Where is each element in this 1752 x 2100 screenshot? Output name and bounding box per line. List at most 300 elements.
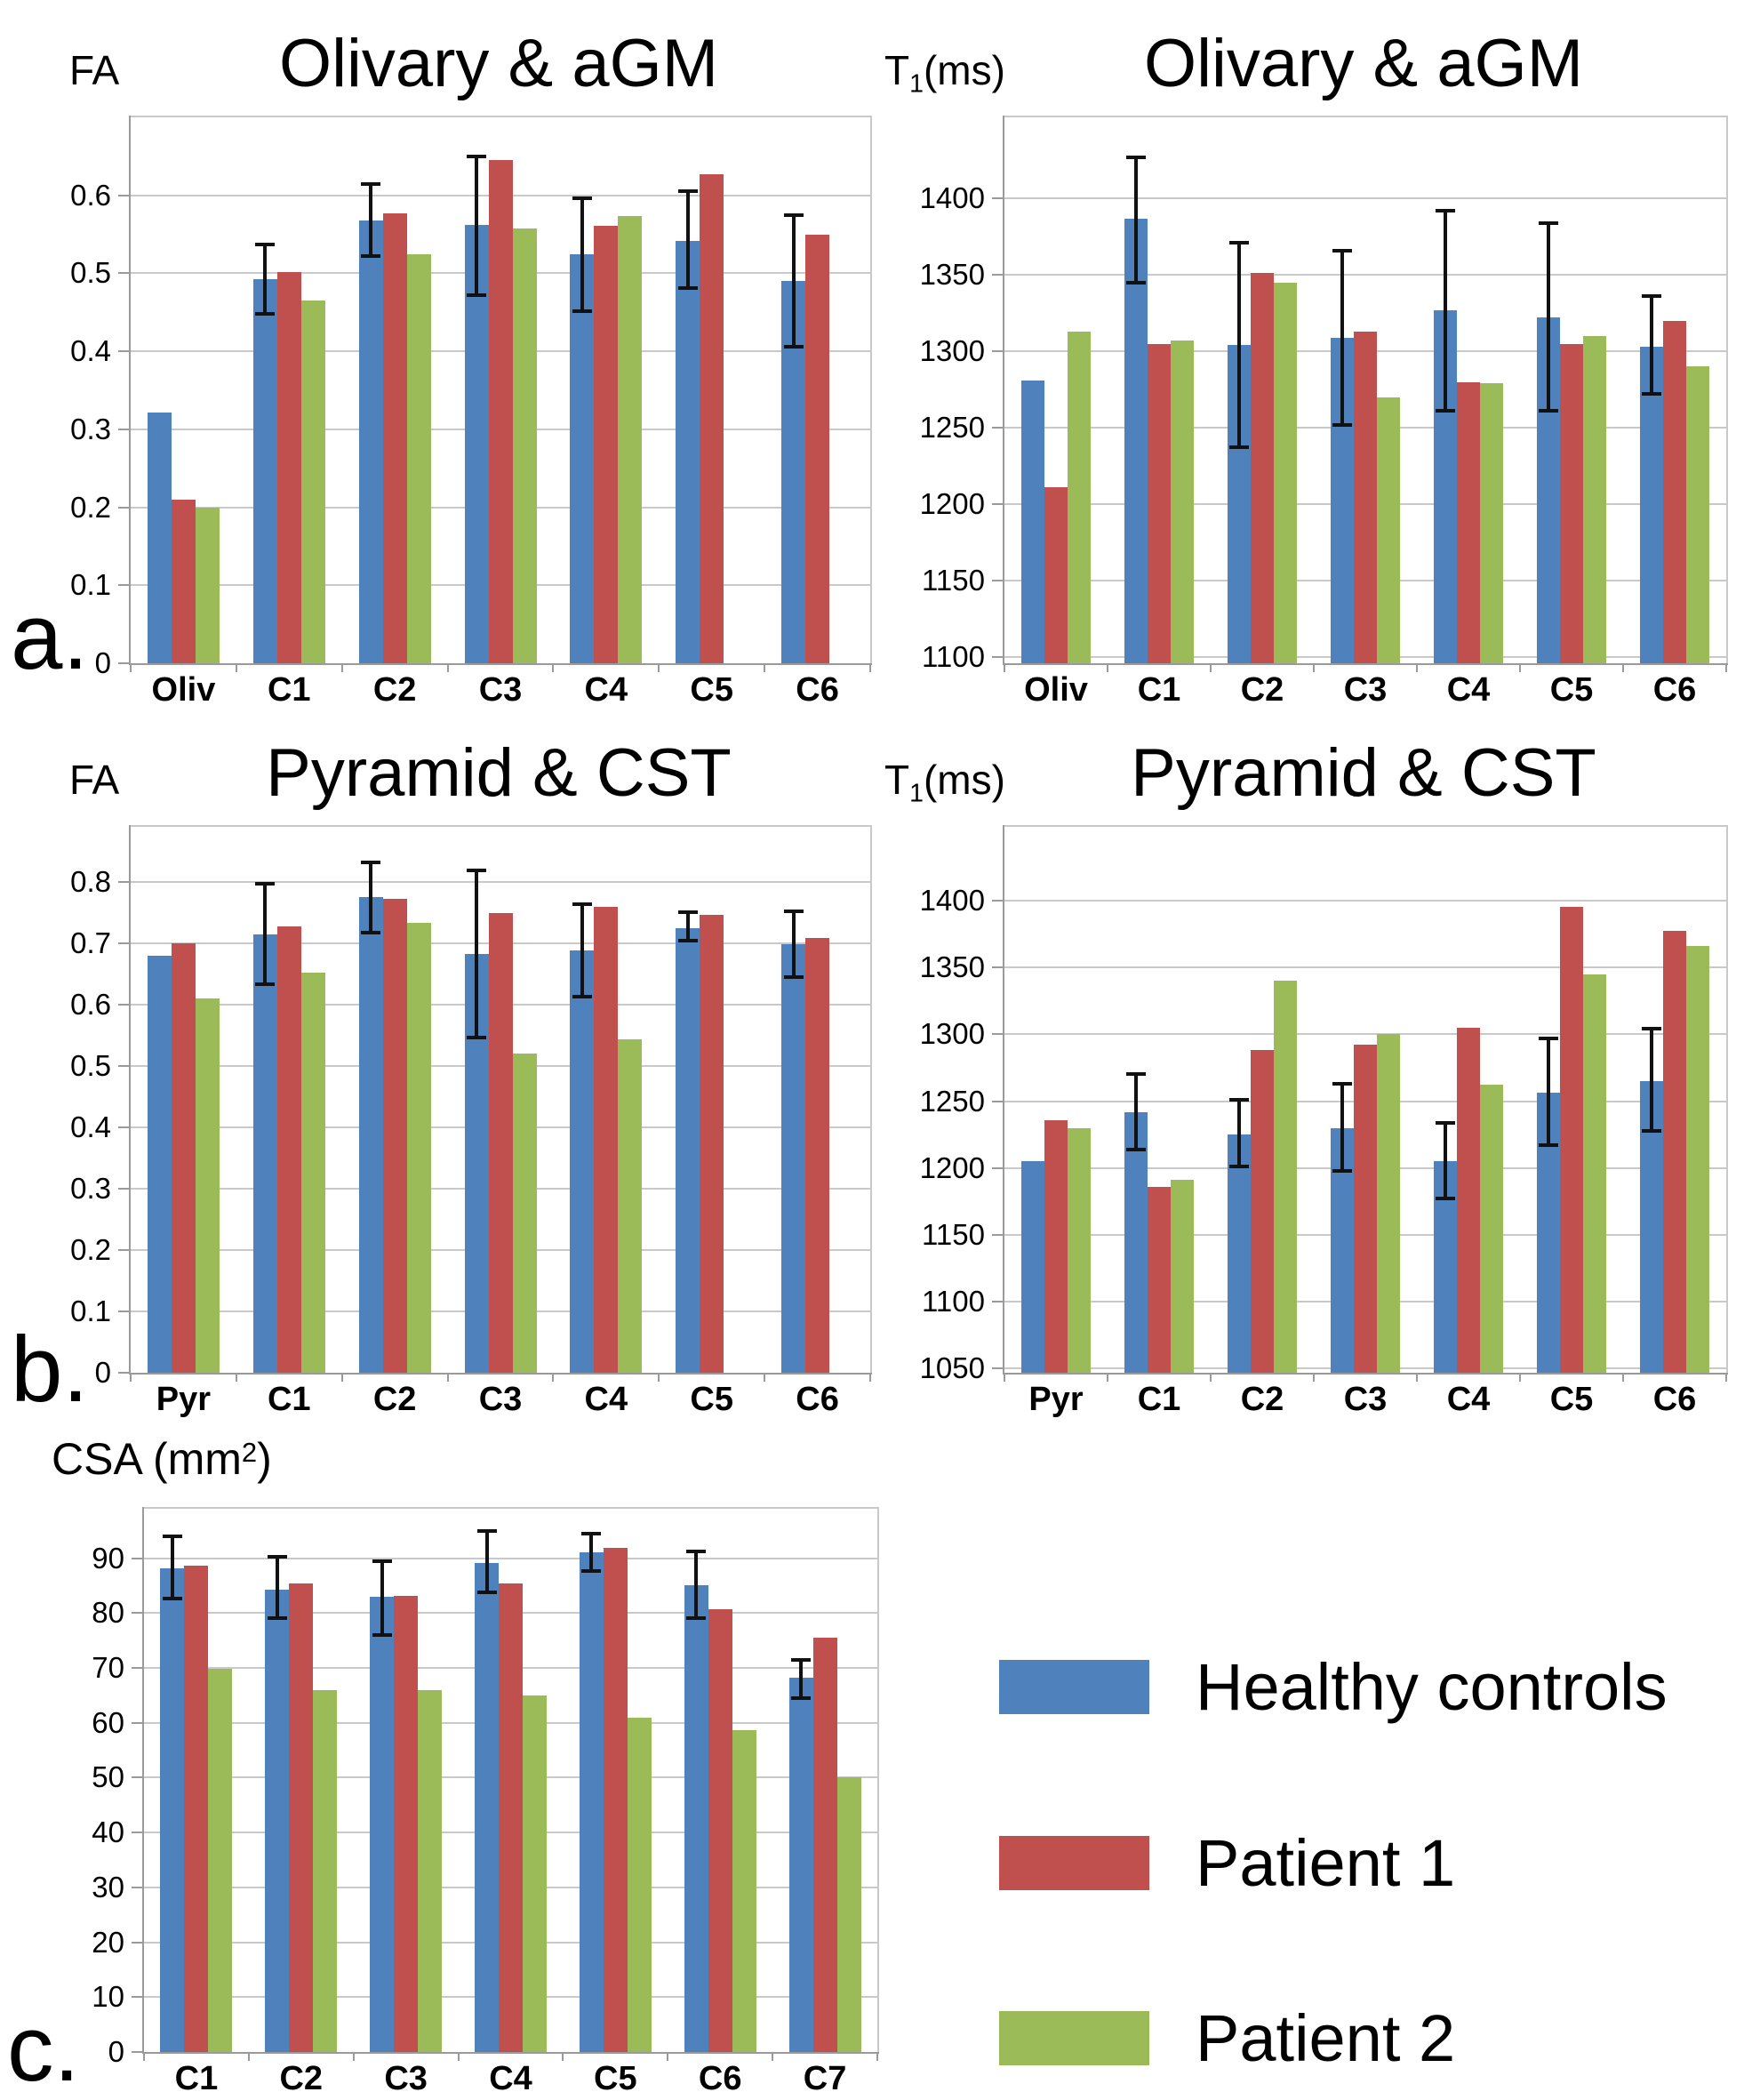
bar-healthy-controls-C1 bbox=[253, 279, 277, 663]
legend-swatch-healthy-controls bbox=[999, 1660, 1149, 1714]
y-tick-mark bbox=[992, 1367, 1003, 1369]
bar-patient-1-C6 bbox=[708, 1609, 732, 2052]
bar-patient-2-C1 bbox=[301, 301, 325, 663]
y-tick-mark bbox=[118, 195, 129, 196]
unit-text: FA bbox=[69, 757, 120, 803]
chart-title-fa-olivary: Olivary & aGM bbox=[278, 26, 719, 101]
unit-text-post: (ms) bbox=[923, 47, 1005, 93]
y-tick-mark bbox=[992, 900, 1003, 902]
y-tick-mark bbox=[118, 662, 129, 664]
y-axis-tick-label: 0.6 bbox=[70, 178, 111, 212]
y-tick-mark bbox=[992, 580, 1003, 581]
panel-label-c: c. bbox=[7, 1997, 80, 2100]
y-tick-mark bbox=[132, 1667, 142, 1669]
x-axis-category-label-C6: C6 bbox=[698, 2060, 742, 2097]
error-bar-cap-top-C2 bbox=[361, 861, 380, 864]
y-axis-tick-label: 0.4 bbox=[70, 334, 111, 368]
unit-text: T bbox=[884, 757, 910, 803]
x-axis-category-label-C2: C2 bbox=[279, 2060, 324, 2097]
gridline-1400 bbox=[1004, 197, 1726, 199]
y-axis-tick-label: 1300 bbox=[919, 1017, 985, 1051]
x-axis-category-label-C1: C1 bbox=[174, 2060, 219, 2097]
gridline-0.8 bbox=[131, 881, 870, 883]
bar-patient-2-C4 bbox=[1480, 383, 1503, 663]
gridline-90 bbox=[144, 1558, 877, 1559]
y-tick-mark bbox=[992, 1033, 1003, 1035]
y-unit-label-t1-olivary bbox=[884, 46, 1005, 100]
bar-healthy-controls-Pyr bbox=[148, 956, 172, 1373]
x-axis-category-label-C6: C6 bbox=[1652, 671, 1697, 709]
y-tick-mark bbox=[118, 429, 129, 430]
error-bar-cap-top-C1 bbox=[255, 882, 275, 886]
error-bar-cap-bottom-C6 bbox=[1642, 1129, 1661, 1133]
y-axis-tick-label: 1250 bbox=[919, 411, 985, 445]
y-axis-tick-label: 70 bbox=[92, 1650, 124, 1684]
y-axis-tick-label: 0 bbox=[94, 646, 111, 679]
y-tick-mark bbox=[992, 427, 1003, 429]
y-tick-mark bbox=[992, 1167, 1003, 1169]
error-bar-line-C6 bbox=[1650, 1029, 1653, 1130]
y-axis-tick-label: 0.8 bbox=[70, 865, 111, 899]
y-tick-mark bbox=[118, 1249, 129, 1251]
bar-patient-1-C1 bbox=[184, 1566, 208, 2052]
x-tick-mark bbox=[130, 663, 132, 672]
chart-title-t1-olivary: Olivary & aGM bbox=[1143, 26, 1584, 101]
y-tick-mark bbox=[992, 1101, 1003, 1102]
error-bar-cap-bottom-C2 bbox=[268, 1616, 287, 1620]
error-bar-cap-top-C3 bbox=[372, 1559, 392, 1563]
bar-patient-2-C3 bbox=[1377, 1034, 1400, 1373]
x-axis-category-label-C5: C5 bbox=[690, 671, 733, 709]
bar-patient-1-C4 bbox=[1457, 382, 1480, 663]
x-tick-mark bbox=[1725, 1373, 1727, 1382]
error-bar-cap-top-C6 bbox=[784, 910, 804, 913]
y-tick-mark bbox=[132, 1558, 142, 1559]
error-bar-cap-bottom-C1 bbox=[255, 312, 275, 316]
x-axis-category-label-C6: C6 bbox=[796, 671, 839, 709]
error-bar-cap-bottom-C3 bbox=[467, 293, 486, 297]
x-axis-category-label-C7: C7 bbox=[803, 2060, 847, 2097]
error-bar-cap-top-C6 bbox=[1642, 1027, 1661, 1030]
x-tick-mark bbox=[1725, 663, 1727, 672]
x-axis-category-label-C4: C4 bbox=[489, 2060, 532, 2097]
error-bar-line-C3 bbox=[475, 156, 478, 295]
unit-text: CSA (mm bbox=[52, 1434, 242, 1484]
bar-patient-1-C2 bbox=[289, 1583, 313, 2052]
y-tick-mark bbox=[992, 1234, 1003, 1236]
bar-patient-2-C3 bbox=[418, 1690, 442, 2052]
error-bar-cap-bottom-C2 bbox=[1229, 1165, 1249, 1168]
x-axis-category-label-C3: C3 bbox=[1343, 1381, 1388, 1418]
y-axis-tick-label: 1400 bbox=[919, 181, 985, 215]
x-tick-mark bbox=[658, 1373, 660, 1382]
error-bar-cap-top-C4 bbox=[572, 902, 592, 906]
x-tick-mark bbox=[1313, 1373, 1315, 1382]
bar-patient-1-C7 bbox=[813, 1638, 837, 2052]
panel-label-b: b. bbox=[11, 1318, 89, 1422]
legend-label-patient-1: Patient 1 bbox=[1196, 1825, 1456, 1900]
bar-patient-1-C4 bbox=[594, 907, 618, 1373]
y-axis-tick-label: 50 bbox=[92, 1760, 124, 1794]
x-tick-mark bbox=[353, 2052, 355, 2061]
bar-patient-1-C6 bbox=[1663, 931, 1686, 1373]
bar-patient-1-C2 bbox=[383, 213, 407, 663]
legend-swatch-patient-1 bbox=[999, 1836, 1149, 1890]
bar-patient-1-C5 bbox=[604, 1548, 628, 2052]
y-axis-tick-label: 20 bbox=[92, 1925, 124, 1959]
error-bar-line-C5 bbox=[686, 191, 690, 288]
y-axis-tick-label: 1200 bbox=[919, 487, 985, 521]
y-axis-tick-label: 1350 bbox=[919, 258, 985, 292]
bar-patient-2-C4 bbox=[1480, 1085, 1503, 1373]
x-tick-mark bbox=[130, 1373, 132, 1382]
error-bar-cap-top-C4 bbox=[1436, 209, 1455, 212]
y-tick-mark bbox=[992, 350, 1003, 352]
x-axis-line bbox=[1003, 1373, 1728, 1375]
x-axis-category-label-Pyr: Pyr bbox=[156, 1381, 212, 1418]
x-axis-category-label-C3: C3 bbox=[384, 2060, 428, 2097]
y-tick-mark bbox=[132, 1776, 142, 1778]
unit-text: FA bbox=[69, 47, 120, 93]
y-tick-mark bbox=[992, 503, 1003, 505]
bar-patient-1-C5 bbox=[1560, 907, 1583, 1373]
error-bar-cap-bottom-C2 bbox=[1229, 445, 1249, 449]
y-tick-mark bbox=[118, 1310, 129, 1312]
y-tick-mark bbox=[118, 1065, 129, 1067]
error-bar-cap-top-C6 bbox=[1642, 294, 1661, 298]
error-bar-line-C5 bbox=[1547, 223, 1550, 412]
bar-healthy-controls-C2 bbox=[359, 897, 383, 1373]
bar-patient-2-C1 bbox=[1171, 1180, 1194, 1373]
bar-patient-1-C4 bbox=[499, 1583, 523, 2052]
gridline-1350 bbox=[1004, 274, 1726, 276]
bar-patient-2-C7 bbox=[837, 1777, 861, 2052]
y-axis-tick-label: 90 bbox=[92, 1541, 124, 1575]
x-tick-mark bbox=[1519, 1373, 1521, 1382]
error-bar-cap-top-C1 bbox=[255, 243, 275, 246]
legend-item-patient-1 bbox=[999, 1825, 1456, 1900]
bar-patient-1-C3 bbox=[394, 1596, 418, 2052]
y-axis-tick-label: 0.5 bbox=[70, 1049, 111, 1083]
bar-patient-2-C6 bbox=[732, 1730, 756, 2052]
y-axis-tick-label: 1100 bbox=[922, 1285, 985, 1319]
x-axis-category-label-C4: C4 bbox=[584, 1381, 628, 1418]
y-unit-label-t1-pyramid bbox=[884, 756, 1005, 809]
bar-patient-1-Pyr bbox=[1044, 1120, 1068, 1373]
error-bar-cap-bottom-C1 bbox=[1126, 281, 1146, 285]
error-bar-line-C5 bbox=[686, 912, 690, 941]
y-axis-tick-label: 0.2 bbox=[70, 1233, 111, 1267]
bar-patient-2-C2 bbox=[1274, 283, 1297, 663]
x-tick-mark bbox=[772, 2052, 773, 2061]
bar-healthy-controls-C6 bbox=[684, 1585, 708, 2052]
bar-healthy-controls-C7 bbox=[789, 1678, 813, 2052]
y-tick-mark bbox=[132, 1887, 142, 1888]
bar-patient-2-C2 bbox=[407, 923, 431, 1373]
x-tick-mark bbox=[764, 663, 765, 672]
y-tick-mark bbox=[992, 1301, 1003, 1302]
x-tick-mark bbox=[1416, 663, 1418, 672]
unit-sup: 2 bbox=[241, 1437, 258, 1469]
y-unit-label-csa bbox=[52, 1433, 272, 1489]
y-axis-tick-label: 1150 bbox=[922, 564, 985, 597]
bar-patient-2-Oliv bbox=[196, 508, 220, 663]
bar-patient-1-C2 bbox=[1251, 273, 1274, 663]
bar-healthy-controls-C4 bbox=[475, 1563, 499, 2052]
error-bar-cap-top-C3 bbox=[1332, 249, 1352, 252]
x-tick-mark bbox=[1004, 1373, 1005, 1382]
y-axis-tick-label: 40 bbox=[92, 1815, 124, 1849]
bar-patient-2-C4 bbox=[523, 1695, 547, 2052]
error-bar-cap-top-C2 bbox=[361, 182, 380, 186]
y-axis-tick-label: 1200 bbox=[919, 1150, 985, 1184]
error-bar-line-C6 bbox=[792, 215, 796, 347]
x-axis-category-label-C5: C5 bbox=[1549, 1381, 1594, 1418]
y-axis-tick-label: 0.5 bbox=[70, 256, 111, 290]
error-bar-cap-bottom-C3 bbox=[1332, 1169, 1352, 1173]
y-tick-mark bbox=[118, 881, 129, 883]
bar-patient-1-C3 bbox=[489, 160, 513, 663]
bar-patient-1-C4 bbox=[594, 226, 618, 663]
bar-healthy-controls-C5 bbox=[676, 928, 700, 1373]
y-tick-mark bbox=[118, 507, 129, 509]
error-bar-line-C6 bbox=[1650, 296, 1653, 394]
error-bar-line-C3 bbox=[475, 870, 478, 1038]
error-bar-cap-bottom-C6 bbox=[1642, 392, 1661, 396]
x-axis-category-label-Pyr: Pyr bbox=[1028, 1381, 1084, 1418]
x-axis-line bbox=[1003, 663, 1728, 665]
error-bar-line-C3 bbox=[1340, 251, 1344, 425]
bar-patient-2-Pyr bbox=[196, 998, 220, 1373]
y-axis-line bbox=[1003, 825, 1004, 1375]
x-axis-category-label-C4: C4 bbox=[1446, 671, 1491, 709]
y-axis-line bbox=[129, 116, 131, 665]
error-bar-cap-bottom-C2 bbox=[361, 254, 380, 258]
error-bar-cap-bottom-C6 bbox=[686, 1616, 706, 1620]
bar-healthy-controls-C4 bbox=[570, 950, 594, 1373]
error-bar-line-C1 bbox=[1134, 157, 1138, 283]
y-axis-tick-label: 1150 bbox=[922, 1217, 985, 1251]
x-tick-mark bbox=[143, 2052, 145, 2061]
y-axis-tick-label: 0.4 bbox=[70, 1110, 111, 1144]
x-axis-category-label-C2: C2 bbox=[1240, 671, 1284, 709]
x-axis-category-label-C2: C2 bbox=[1240, 1381, 1284, 1418]
x-axis-category-label-C5: C5 bbox=[1549, 671, 1594, 709]
error-bar-cap-bottom-C6 bbox=[784, 975, 804, 979]
bar-patient-2-C3 bbox=[513, 1054, 537, 1373]
error-bar-cap-top-C1 bbox=[1126, 1072, 1146, 1076]
bar-patient-1-C4 bbox=[1457, 1028, 1480, 1373]
error-bar-cap-top-C3 bbox=[467, 869, 486, 872]
panel-label-a: a. bbox=[11, 585, 89, 689]
bar-patient-2-Oliv bbox=[1068, 332, 1091, 663]
x-axis-line bbox=[129, 1373, 872, 1375]
x-axis-category-label-C1: C1 bbox=[267, 671, 311, 709]
bar-patient-2-C4 bbox=[618, 1039, 642, 1373]
x-tick-mark bbox=[1416, 1373, 1418, 1382]
x-axis-category-label-C4: C4 bbox=[1446, 1381, 1491, 1418]
x-axis-category-label-C6: C6 bbox=[1652, 1381, 1697, 1418]
bar-patient-1-C3 bbox=[1354, 1045, 1377, 1373]
x-tick-mark bbox=[658, 663, 660, 672]
error-bar-cap-top-C4 bbox=[572, 196, 592, 200]
y-axis-tick-label: 1350 bbox=[919, 950, 985, 983]
unit-text-post: (ms) bbox=[923, 757, 1005, 803]
chart-title-t1-pyramid: Pyramid & CST bbox=[1131, 735, 1596, 811]
error-bar-cap-top-C3 bbox=[467, 155, 486, 158]
x-axis-category-label-C5: C5 bbox=[690, 1381, 733, 1418]
plot-t1-olivary-agm bbox=[919, 116, 1728, 709]
error-bar-line-C4 bbox=[580, 198, 584, 310]
error-bar-line-C2 bbox=[369, 184, 372, 257]
bar-healthy-controls-C2 bbox=[359, 220, 383, 663]
gridline-1300 bbox=[1004, 1033, 1726, 1035]
x-axis-category-label-C1: C1 bbox=[1137, 671, 1181, 709]
x-axis-category-label-C2: C2 bbox=[372, 671, 417, 709]
y-axis-tick-label: 0.3 bbox=[70, 412, 111, 445]
bar-healthy-controls-C2 bbox=[1228, 1134, 1251, 1373]
bar-healthy-controls-C4 bbox=[570, 254, 594, 663]
y-unit-label-fa-olivary bbox=[69, 46, 119, 100]
error-bar-cap-top-C2 bbox=[1229, 1098, 1249, 1102]
bar-patient-2-C2 bbox=[407, 254, 431, 664]
bar-patient-2-C1 bbox=[208, 1669, 232, 2052]
error-bar-cap-bottom-C7 bbox=[791, 1696, 811, 1700]
y-tick-mark bbox=[118, 942, 129, 944]
y-tick-mark bbox=[118, 272, 129, 274]
error-bar-cap-top-C7 bbox=[791, 1658, 811, 1662]
error-bar-line-C2 bbox=[1237, 1100, 1241, 1166]
y-axis-line bbox=[142, 1507, 144, 2054]
error-bar-line-C4 bbox=[485, 1531, 489, 1592]
x-tick-mark bbox=[447, 1373, 449, 1382]
x-tick-mark bbox=[341, 663, 343, 672]
error-bar-cap-bottom-C1 bbox=[163, 1597, 182, 1600]
error-bar-line-C7 bbox=[799, 1660, 803, 1698]
error-bar-cap-top-C6 bbox=[686, 1550, 706, 1553]
bar-patient-2-C6 bbox=[1686, 366, 1709, 663]
bar-healthy-controls-C1 bbox=[253, 934, 277, 1373]
y-axis-line bbox=[129, 825, 131, 1375]
bar-patient-1-C5 bbox=[700, 915, 724, 1373]
error-bar-cap-bottom-C5 bbox=[1539, 1143, 1558, 1147]
error-bar-cap-top-C4 bbox=[1436, 1121, 1455, 1125]
bar-healthy-controls-C6 bbox=[781, 944, 805, 1373]
y-unit-label-fa-pyramid bbox=[69, 756, 119, 809]
legend-item-healthy-controls bbox=[999, 1649, 1668, 1724]
error-bar-line-C1 bbox=[171, 1536, 174, 1598]
error-bar-line-C5 bbox=[1547, 1038, 1550, 1145]
bar-patient-1-Oliv bbox=[172, 500, 196, 663]
bar-healthy-controls-C3 bbox=[370, 1597, 394, 2052]
bar-patient-1-C6 bbox=[805, 938, 829, 1373]
y-axis-line bbox=[1003, 116, 1004, 665]
bar-patient-2-C3 bbox=[1377, 397, 1400, 663]
x-tick-mark bbox=[552, 1373, 554, 1382]
bar-healthy-controls-Oliv bbox=[1021, 381, 1044, 663]
y-axis-tick-label: 0.6 bbox=[70, 988, 111, 1022]
error-bar-cap-top-C5 bbox=[678, 189, 698, 193]
y-tick-mark bbox=[132, 1942, 142, 1944]
y-axis-tick-label: 0.3 bbox=[70, 1172, 111, 1206]
error-bar-cap-bottom-C5 bbox=[678, 286, 698, 290]
x-tick-mark bbox=[1313, 663, 1315, 672]
bar-patient-2-C1 bbox=[1171, 341, 1194, 663]
x-axis-category-label-C1: C1 bbox=[267, 1381, 311, 1418]
gridline-1400 bbox=[1004, 900, 1726, 902]
y-axis-tick-label: 1250 bbox=[919, 1084, 985, 1118]
error-bar-line-C6 bbox=[694, 1551, 698, 1618]
bar-patient-2-Pyr bbox=[1068, 1128, 1091, 1373]
y-tick-mark bbox=[992, 656, 1003, 658]
error-bar-line-C1 bbox=[1134, 1074, 1138, 1149]
unit-sub: 1 bbox=[909, 779, 924, 808]
bar-patient-2-C2 bbox=[313, 1690, 337, 2052]
error-bar-line-C2 bbox=[369, 862, 372, 933]
bar-patient-2-C4 bbox=[618, 216, 642, 663]
y-tick-mark bbox=[992, 966, 1003, 968]
x-axis-category-label-C4: C4 bbox=[584, 671, 628, 709]
plot-csa-cord bbox=[92, 1507, 879, 2097]
x-tick-mark bbox=[1519, 663, 1521, 672]
error-bar-cap-bottom-C3 bbox=[1332, 423, 1352, 427]
x-tick-mark bbox=[764, 1373, 765, 1382]
error-bar-cap-bottom-C4 bbox=[1436, 409, 1455, 413]
bar-patient-2-C3 bbox=[513, 228, 537, 663]
error-bar-cap-bottom-C3 bbox=[467, 1036, 486, 1039]
y-tick-mark bbox=[132, 2051, 142, 2053]
x-axis-line bbox=[129, 663, 872, 665]
unit-text-post: ) bbox=[257, 1434, 272, 1484]
x-tick-mark bbox=[236, 663, 237, 672]
legend-swatch-patient-2 bbox=[999, 2011, 1149, 2065]
y-tick-mark bbox=[118, 1126, 129, 1128]
y-axis-tick-label: 0 bbox=[94, 1356, 111, 1389]
error-bar-cap-top-C2 bbox=[1229, 241, 1249, 244]
y-axis-tick-label: 1300 bbox=[919, 334, 985, 368]
y-axis-tick-label: 60 bbox=[92, 1705, 124, 1739]
bar-patient-1-C1 bbox=[277, 926, 301, 1373]
x-tick-mark bbox=[1622, 663, 1624, 672]
bar-patient-1-Pyr bbox=[172, 943, 196, 1373]
unit-text: T bbox=[884, 47, 910, 93]
bar-patient-2-C5 bbox=[1583, 336, 1606, 663]
y-axis-tick-label: 1100 bbox=[922, 640, 985, 674]
y-tick-mark bbox=[132, 1722, 142, 1724]
x-tick-mark bbox=[236, 1373, 237, 1382]
bar-patient-1-C1 bbox=[1148, 344, 1171, 663]
error-bar-line-C1 bbox=[263, 884, 267, 984]
x-tick-mark bbox=[248, 2052, 250, 2061]
y-axis-tick-label: 0.7 bbox=[70, 926, 111, 960]
error-bar-cap-bottom-C4 bbox=[572, 995, 592, 998]
bar-patient-1-C3 bbox=[489, 913, 513, 1373]
bar-patient-1-C1 bbox=[1148, 1187, 1171, 1373]
error-bar-cap-top-C1 bbox=[1126, 156, 1146, 159]
error-bar-cap-top-C5 bbox=[1539, 221, 1558, 225]
error-bar-cap-top-C4 bbox=[477, 1529, 497, 1533]
error-bar-line-C3 bbox=[1340, 1084, 1344, 1171]
error-bar-cap-top-C5 bbox=[1539, 1037, 1558, 1040]
x-tick-mark bbox=[552, 663, 554, 672]
bar-patient-1-C2 bbox=[1251, 1050, 1274, 1373]
bar-healthy-controls-C1 bbox=[160, 1568, 184, 2052]
x-axis-category-label-Oliv: Oliv bbox=[1024, 671, 1088, 709]
y-tick-mark bbox=[118, 584, 129, 586]
bar-healthy-controls-Oliv bbox=[148, 413, 172, 663]
bar-patient-1-C6 bbox=[805, 235, 829, 663]
y-axis-tick-label: 0.1 bbox=[70, 568, 111, 602]
